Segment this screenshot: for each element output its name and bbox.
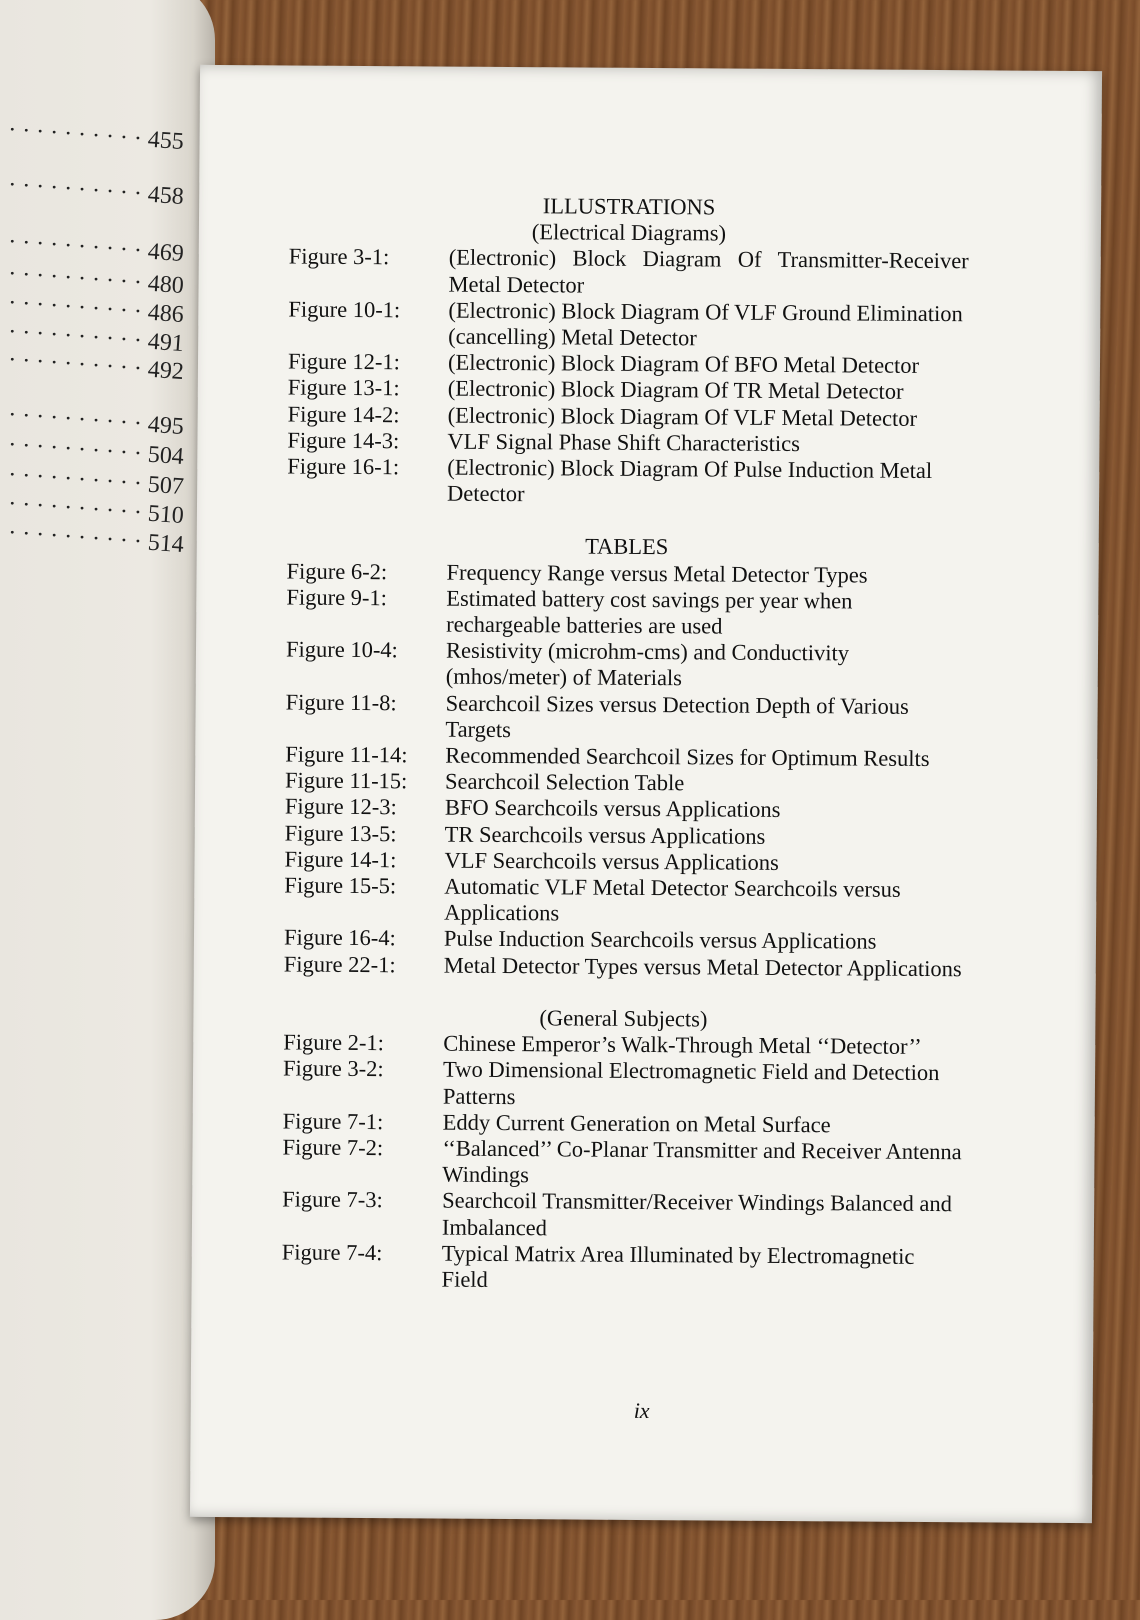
- figure-label: Figure 3-2:: [282, 1055, 384, 1082]
- figure-label: Figure 12-1:: [287, 348, 400, 375]
- figure-label: Figure 11-8:: [285, 689, 397, 715]
- section-title: (General Subjects): [539, 1005, 708, 1032]
- figure-description: Typical Matrix Area Illuminated by Electromagnetic Field: [441, 1240, 915, 1292]
- figure-label: Figure 7-2:: [282, 1134, 384, 1161]
- page-heading: ILLUSTRATIONS: [542, 193, 716, 220]
- figure-label: Figure 11-15:: [284, 767, 408, 794]
- figure-label: Figure 9-1:: [286, 584, 388, 611]
- list-item: [282, 1239, 962, 1296]
- figure-label: Figure 14-2:: [287, 401, 400, 427]
- left-page-number: · · · · · · · · · · 455: [7, 116, 185, 156]
- section-title: TABLES: [585, 534, 669, 560]
- list-item: [283, 1056, 963, 1113]
- figure-description: Automatic VLF Metal Detector Searchcoils versus Applications: [444, 873, 901, 926]
- list-item: [284, 951, 964, 982]
- figure-label: Figure 13-1:: [287, 374, 400, 401]
- list-item: [288, 244, 968, 301]
- figure-label: Figure 7-1:: [282, 1108, 384, 1134]
- left-page-number: · · · · · · · · · · 510: [7, 490, 185, 530]
- left-page-number: · · · · · · · · · · 469: [7, 228, 185, 268]
- figure-label: Figure 22-1:: [283, 951, 396, 977]
- figure-label: Figure 16-4:: [283, 924, 396, 951]
- left-page-number: · · · · · · · · · · 504: [7, 431, 185, 471]
- figure-label: Figure 6-2:: [286, 558, 388, 584]
- figure-description: BFO Searchcoils versus Applications: [444, 795, 781, 823]
- figure-description: Searchcoil Selection Table: [444, 768, 685, 796]
- list-item: [282, 1187, 962, 1244]
- figure-description: Searchcoil Transmitter/Receiver Windings Balanced and Imbalanced: [441, 1187, 953, 1240]
- figure-description: Two Dimensional Electromagnetic Field and Detection Patterns: [442, 1056, 940, 1109]
- illustrations-list: [282, 191, 970, 1296]
- figure-description: Recommended Searchcoil Sizes for Optimum Results: [445, 742, 930, 772]
- list-item: [288, 296, 968, 353]
- figure-label: Figure 11-14:: [285, 741, 408, 768]
- figure-label: Figure 10-4:: [285, 636, 398, 663]
- right-page: [190, 65, 1102, 1523]
- figure-label: Figure 3-1:: [288, 243, 390, 270]
- figure-label: Figure 13-5:: [284, 820, 397, 846]
- figure-description: (Electronic) Block Diagram Of VLF Metal Detector: [447, 402, 918, 431]
- figure-label: Figure 15-5:: [284, 872, 397, 899]
- list-item: [282, 1134, 962, 1191]
- figure-label: Figure 14-3:: [287, 427, 400, 454]
- figure-description: Searchcoil Sizes versus Detection Depth of Various Targets: [445, 690, 909, 742]
- list-item: [285, 689, 965, 746]
- figure-label: Figure 7-3:: [282, 1186, 383, 1213]
- figure-label: Figure 12-3:: [284, 793, 397, 820]
- list-item: [287, 454, 967, 511]
- figure-label: Figure 10-1:: [288, 296, 401, 323]
- figure-description: ‘‘Balanced’’ Co-Planar Transmitter and Receiver Antenna Windings: [442, 1135, 962, 1188]
- figure-description: Eddy Current Generation on Metal Surface: [442, 1109, 831, 1138]
- section-title: (Electrical Diagrams): [531, 219, 727, 246]
- figure-description: TR Searchcoils versus Applications: [444, 821, 766, 849]
- figure-description: VLF Signal Phase Shift Characteristics: [447, 428, 800, 456]
- figure-label: Figure 2-1:: [283, 1029, 384, 1056]
- figure-description: (Electronic) Block Diagram Of TR Metal Detector: [447, 376, 904, 405]
- list-item: [286, 637, 966, 694]
- figure-description: Chinese Emperor’s Walk-Through Metal ‘‘Detector’’: [443, 1030, 922, 1060]
- left-page-number: · · · · · · · · · · 514: [7, 519, 185, 559]
- left-page-number: · · · · · · · · · · 492: [7, 346, 185, 386]
- figure-description: Pulse Induction Searchcoils versus Applications: [443, 926, 877, 955]
- left-page: [0, 0, 215, 1620]
- left-page-number: · · · · · · · · · · 486: [7, 289, 185, 329]
- figure-label: Figure 14-1:: [284, 846, 397, 873]
- figure-description: Frequency Range versus Metal Detector Types: [446, 559, 868, 588]
- figure-label: Figure 16-1:: [287, 453, 400, 480]
- figure-description: (Electronic) Block Diagram Of Transmitter-Receiver Metal Detector: [448, 245, 969, 298]
- figure-description: Estimated battery cost savings per year when rechargeable batteries are used: [446, 585, 853, 639]
- figure-description: (Electronic) Block Diagram Of VLF Ground Elimination (cancelling) Metal Detector: [448, 297, 963, 351]
- list-item: [286, 584, 966, 641]
- figure-description: VLF Searchcoils versus Applications: [444, 847, 779, 875]
- left-page-number: · · · · · · · · · · 480: [7, 260, 185, 300]
- left-page-number: · · · · · · · · · · 491: [7, 318, 185, 358]
- left-page-number: · · · · · · · · · · 495: [7, 401, 185, 441]
- figure-description: Metal Detector Types versus Metal Detector Applications: [443, 952, 962, 981]
- left-page-number: · · · · · · · · · · 458: [7, 171, 185, 211]
- left-page-number: · · · · · · · · · · 507: [7, 461, 185, 501]
- figure-label: Figure 7-4:: [281, 1239, 383, 1265]
- page-number: ix: [633, 1397, 650, 1424]
- list-item: [284, 873, 964, 930]
- figure-description: Resistivity (microhm-cms) and Conductivity (mhos/meter) of Materials: [445, 637, 850, 691]
- figure-description: (Electronic) Block Diagram Of Pulse Induction Metal Detector: [447, 454, 933, 507]
- figure-description: (Electronic) Block Diagram Of BFO Metal Detector: [447, 349, 920, 379]
